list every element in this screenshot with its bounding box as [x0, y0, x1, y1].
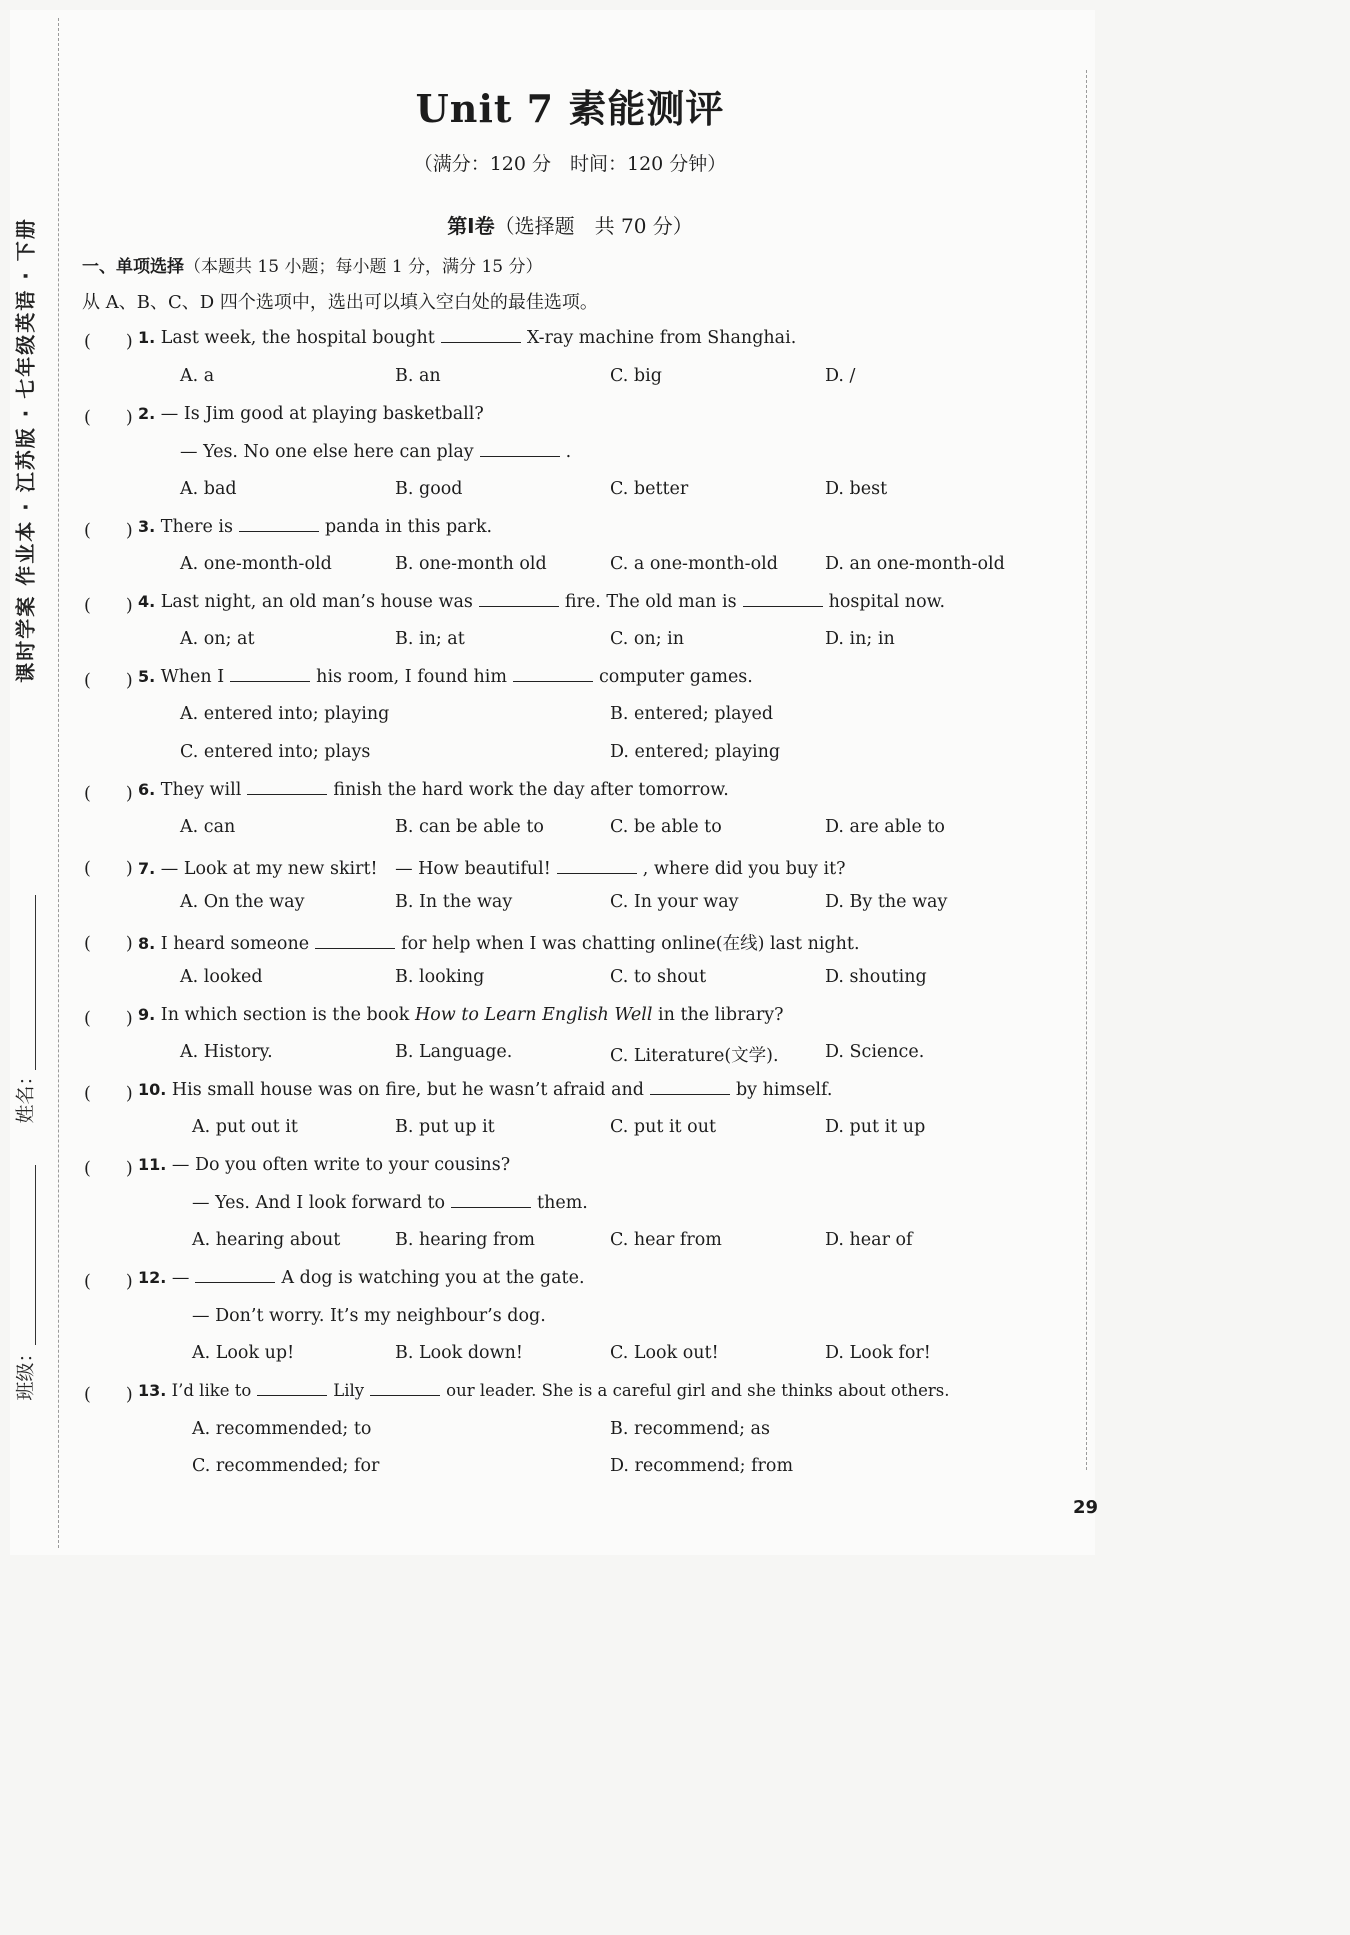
option-c: C. recommended; for: [192, 1456, 380, 1476]
question-text: They will: [160, 780, 242, 800]
option-b: B. an: [395, 366, 441, 386]
answer-blank: [480, 442, 560, 457]
option-a: A. on; at: [180, 629, 255, 649]
side-name-label: 姓名：: [14, 1066, 37, 1124]
question-text: , where did you buy it?: [642, 859, 846, 879]
question-text: — Yes. No one else here can play: [180, 442, 474, 462]
option-a: A. put out it: [192, 1117, 298, 1137]
answer-blank: [441, 328, 521, 343]
page-subtitle: （满分：120 分 时间：120 分钟）: [413, 153, 727, 175]
question-text: .: [565, 442, 572, 462]
question-11-reply: [192, 1193, 588, 1213]
question-text: There is: [160, 517, 233, 537]
question-text: When I: [160, 667, 225, 687]
option-d: D. shouting: [825, 967, 927, 987]
question-text: Lily: [333, 1381, 365, 1400]
answer-blank: [650, 1080, 730, 1095]
question-number: 11.: [138, 1155, 167, 1174]
option-b: B. In the way: [395, 892, 513, 912]
question-text: in the library?: [658, 1005, 784, 1025]
answer-blank: [370, 1381, 440, 1396]
option-a: A. can: [180, 817, 236, 837]
question-text: X-ray machine from Shanghai.: [526, 328, 797, 348]
answer-blank: [195, 1268, 275, 1283]
answer-paren: ( ): [84, 1009, 133, 1029]
answer-blank: [557, 859, 637, 874]
question-number: 13.: [138, 1381, 167, 1400]
answer-paren: ( ): [84, 521, 133, 541]
section-heading: [82, 252, 543, 277]
option-b: B. Look down!: [395, 1343, 523, 1363]
question-text: by himself.: [735, 1080, 833, 1100]
question-text: His small house was on fire, but he wasn’t afraid and: [171, 1080, 644, 1100]
question-5: [138, 667, 753, 687]
option-a: A. a: [180, 366, 215, 386]
question-1: [138, 328, 796, 348]
question-10: [138, 1080, 832, 1100]
option-d: D. put it up: [825, 1117, 926, 1137]
question-text: I’d like to: [171, 1381, 252, 1400]
option-d: D. best: [825, 479, 888, 499]
question-number: 7.: [138, 859, 156, 878]
question-7: [138, 855, 846, 880]
question-11: [138, 1155, 510, 1175]
question-2-reply: [180, 442, 571, 462]
option-d: D. are able to: [825, 817, 945, 837]
part-rest: （选择题 共 70 分）: [494, 214, 693, 238]
option-c: C. to shout: [610, 967, 707, 987]
section-heading-bold: 一、单项选择: [82, 257, 184, 277]
answer-blank: [257, 1381, 327, 1396]
answer-blank: [239, 517, 319, 532]
question-text: — Is Jim good at playing basketball?: [160, 404, 484, 424]
answer-blank: [743, 592, 823, 607]
question-number: 10.: [138, 1080, 167, 1099]
option-a: A. Look up!: [192, 1343, 295, 1363]
answer-paren: ( ): [84, 1084, 133, 1104]
answer-paren: ( ): [84, 671, 133, 691]
option-a: A. one-month-old: [180, 554, 332, 574]
option-c: C. a one-month-old: [610, 554, 778, 574]
answer-paren: ( ): [84, 596, 133, 616]
option-b: B. put up it: [395, 1117, 495, 1137]
option-c: C. entered into; plays: [180, 742, 371, 762]
option-d: D. an one-month-old: [825, 554, 1005, 574]
option-c: C. hear from: [610, 1230, 722, 1250]
option-a: A. looked: [180, 967, 263, 987]
option-a: A. hearing about: [192, 1230, 341, 1250]
answer-blank: [479, 592, 559, 607]
option-a: A. On the way: [180, 892, 305, 912]
option-d: D. hear of: [825, 1230, 913, 1250]
section-heading-rest: （本题共 15 小题；每小题 1 分，满分 15 分）: [184, 257, 543, 277]
question-number: 6.: [138, 780, 156, 799]
part-heading: [0, 210, 1140, 239]
question-number: 4.: [138, 592, 156, 611]
option-b: B. can be able to: [395, 817, 544, 837]
margin-dashed-line: [1086, 70, 1087, 1470]
page-number: 29: [1073, 1497, 1099, 1518]
question-12-reply: — Don’t worry. It’s my neighbour’s dog.: [192, 1306, 546, 1326]
option-d: D. /: [825, 366, 856, 386]
question-4: [138, 592, 945, 612]
question-text: fire. The old man is: [564, 592, 737, 612]
question-9: [138, 1005, 784, 1025]
question-text: them.: [537, 1193, 588, 1213]
answer-blank: [451, 1193, 531, 1208]
answer-paren: ( ): [84, 332, 133, 352]
section-instruction: 从 A、B、C、D 四个选项中，选出可以填入空白处的最佳选项。: [82, 292, 598, 313]
option-b: B. looking: [395, 967, 485, 987]
question-text: for help when I was chatting online(在线) last night.: [401, 934, 860, 954]
question-text: —: [171, 1268, 190, 1288]
answer-paren: ( ): [84, 1159, 133, 1179]
question-number: 5.: [138, 667, 156, 686]
question-text: Last week, the hospital bought: [160, 328, 435, 348]
option-c: C. Literature(文学).: [610, 1046, 779, 1066]
answer-blank: [247, 780, 327, 795]
question-number: 3.: [138, 517, 156, 536]
option-a: A. bad: [180, 479, 237, 499]
option-b: B. one-month old: [395, 554, 547, 574]
answer-paren: ( ): [84, 784, 133, 804]
answer-blank: [230, 667, 310, 682]
question-text: computer games.: [599, 667, 753, 687]
name-write-line: [35, 895, 36, 1070]
question-text: In which section is the book: [160, 1005, 410, 1025]
option-c: C. be able to: [610, 817, 722, 837]
question-3: [138, 517, 492, 537]
option-d: D. By the way: [825, 892, 948, 912]
part-prefix: 第Ⅰ卷: [447, 214, 495, 238]
question-text: finish the hard work the day after tomorrow.: [333, 780, 729, 800]
option-d: D. in; in: [825, 629, 895, 649]
option-c: C. better: [610, 479, 689, 499]
question-text: I heard someone: [160, 934, 310, 954]
option-b: B. good: [395, 479, 463, 499]
binding-dashed-line: [58, 18, 59, 1548]
option-c: C. put it out: [610, 1117, 716, 1137]
question-text: panda in this park.: [324, 517, 493, 537]
option-a: A. recommended; to: [192, 1419, 372, 1439]
answer-paren: ( ): [84, 408, 133, 428]
book-title: How to Learn English Well: [414, 1005, 653, 1025]
option-b: B. Language.: [395, 1042, 513, 1062]
answer-blank: [315, 934, 395, 949]
option-a: A. entered into; playing: [180, 704, 390, 724]
answer-paren: ( ): [84, 1272, 133, 1292]
option-a: A. History.: [180, 1042, 273, 1062]
question-12: [138, 1268, 585, 1288]
question-text: Last night, an old man’s house was: [160, 592, 473, 612]
question-text: — Look at my new skirt! — How beautiful!: [160, 859, 551, 879]
question-number: 12.: [138, 1268, 167, 1287]
option-d: D. entered; playing: [610, 742, 781, 762]
side-series-title: 课时学案 作业本 · 江苏版 · 七年级英语 · 下册: [13, 217, 38, 683]
answer-paren: ( ): [84, 1385, 133, 1405]
question-number: 8.: [138, 934, 156, 953]
option-b: B. hearing from: [395, 1230, 536, 1250]
answer-paren: ( ): [84, 859, 133, 879]
question-number: 2.: [138, 404, 156, 423]
question-6: [138, 780, 729, 800]
option-b: B. in; at: [395, 629, 465, 649]
question-8: [138, 930, 860, 955]
answer-blank: [513, 667, 593, 682]
question-text: A dog is watching you at the gate.: [281, 1268, 585, 1288]
question-number: 1.: [138, 328, 156, 347]
option-c: C. big: [610, 366, 662, 386]
option-b: B. recommend; as: [610, 1419, 770, 1439]
question-text: — Do you often write to your cousins?: [171, 1155, 511, 1175]
question-13: [138, 1381, 950, 1400]
question-text: his room, I found him: [316, 667, 507, 687]
question-text: — Yes. And I look forward to: [192, 1193, 446, 1213]
option-c: C. Look out!: [610, 1343, 719, 1363]
option-d: D. recommend; from: [610, 1456, 794, 1476]
option-b: B. entered; played: [610, 704, 774, 724]
option-d: D. Look for!: [825, 1343, 931, 1363]
class-write-line: [35, 1165, 36, 1345]
question-text: hospital now.: [828, 592, 946, 612]
answer-paren: ( ): [84, 934, 133, 954]
question-number: 9.: [138, 1005, 156, 1024]
side-class-label: 班级：: [14, 1343, 37, 1401]
question-2: [138, 404, 484, 424]
option-c: C. on; in: [610, 629, 685, 649]
option-d: D. Science.: [825, 1042, 925, 1062]
question-text: our leader. She is a careful girl and she thinks about others.: [446, 1381, 950, 1400]
option-c: C. In your way: [610, 892, 739, 912]
page-title: Unit 7 素能测评: [415, 86, 725, 131]
